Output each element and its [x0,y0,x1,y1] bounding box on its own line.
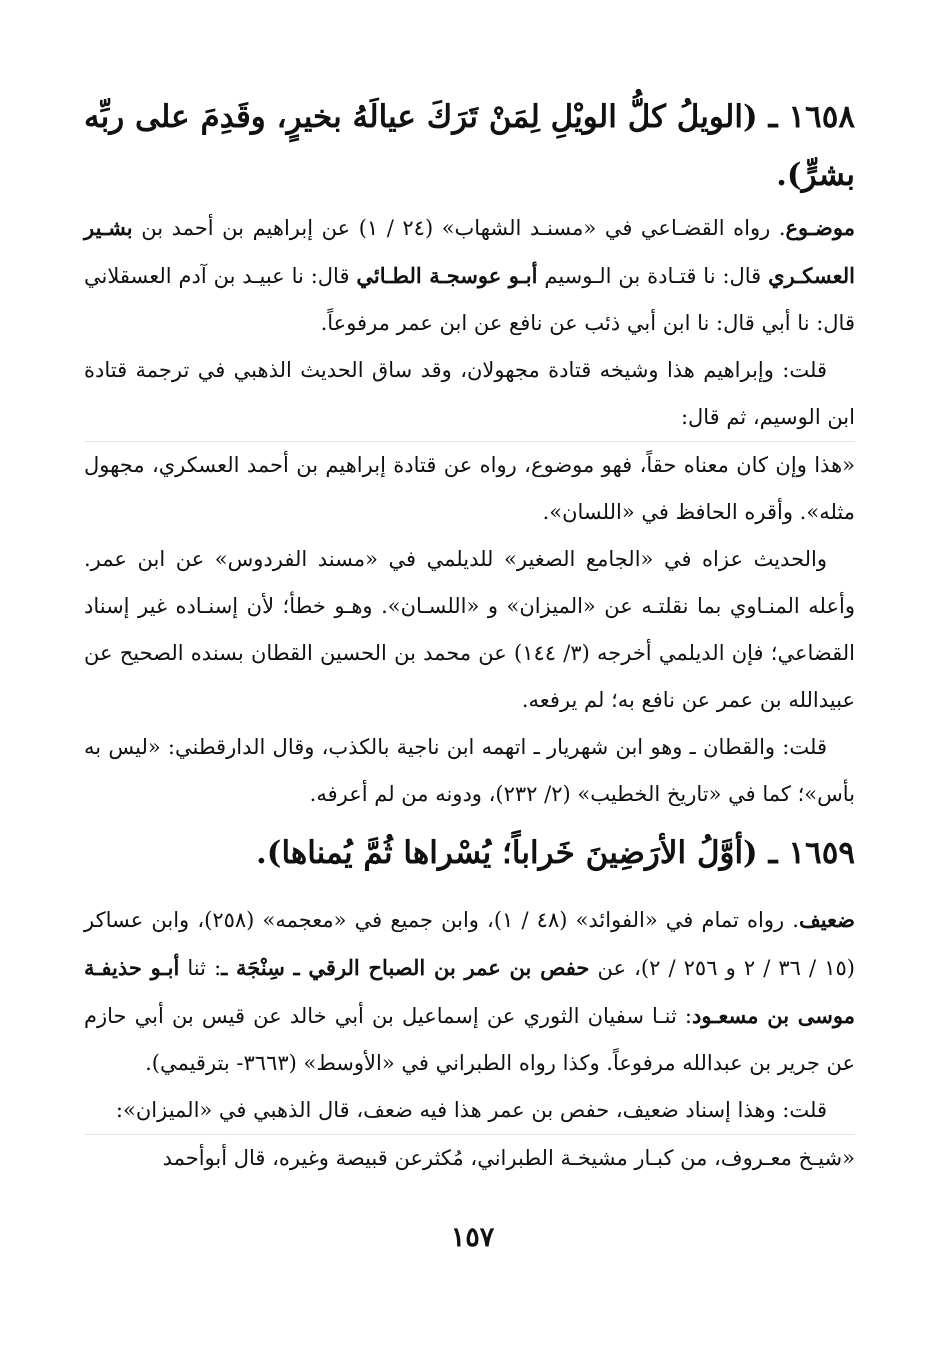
hadith-1658-source-2: قال: نا قتـادة بن الـوسيم [544,264,762,288]
hadith-1658-narrator-2: أبـو عوسجـة الطـائي [356,263,538,288]
hadith-1659-narrator-1: حفص بن عمر بن الصباح الرقي ـ سِنْجَة ـ [221,955,590,980]
hadith-1658-takhrij [84,204,855,347]
hadith-1658-heading: ١٦٥٨ ـ (الويلُ كلُّ الويْلِ لِمَنْ تَرَكَ عيالَهُ بخيرٍ، وقَدِمَ على ربِّه بشرٍّ). [84,99,855,193]
page-number: ١٥٧ [450,1222,495,1253]
hadith-1658-source-1: . رواه القضـاعي في «مسنـد الشهاب» (٢٤ / ١) عن إبراهيم بن أحمد بن [141,216,786,240]
page-body [84,88,855,1182]
hadith-1659-takhrij [84,896,855,1087]
hadith-1658-quote: «هذا وإن كان معناه حقاً، فهو موضوع، رواه عن قتادة إبراهيم بن أحمد العسكري، مجهول مثله». وأقره الحافظ في «اللسان». [84,441,855,536]
hadith-1658-grade: موضـوع [785,215,855,240]
hadith-1658-comment-1: قلت: وإبراهيم هذا وشيخه قتادة مجهولان، وقد ساق الحديث الذهبي في ترجمة قتادة ابن الوسيم، ثم قال: [84,358,855,429]
hadith-1659-heading: ١٦٥٩ ـ (أوَّلُ الأرَضِينَ خَراباً؛ يُسْراها ثُمَّ يُمناها). [255,835,855,871]
hadith-1659-comment-1: قلت: وهذا إسناد ضعيف، حفص بن عمر هذا فيه ضعف، قال الذهبي في «الميزان»: [115,1098,827,1122]
hadith-1658-source-3: قال: نا عبيـد بن آدم العسقلاني قال: نا أبي قال: نا ابن أبي ذئب عن نافع عن ابن عمر مرفوعاً. [84,264,855,335]
hadith-1658-comment-2: والحديث عزاه في «الجامع الصغير» للديلمي في «مسند الفردوس» عن ابن عمر. وأعله المنـاوي بما نقلتـه عن «الميزان» و «اللسـان». وهـو خطأ؛ لأن إسنـاده غير إسناد القضاعي؛ فإن الديلمي أخرجه (٣/ ١٤٤) عن محمد بن الحسين القطان بسنده الصحيح عن عبيدالله بن عمر عن نافع به؛ لم يرفعه. [84,547,855,712]
hadith-1659-quote: «شيـخ معـروف، من كبـار مشيخـة الطبراني، مُكثرعن قبيصة وغيره، قال أبوأحمد [84,1134,855,1182]
hadith-1659-narrator-2: أبـو حذيفـة موسى بن مسعـود [84,955,856,1028]
hadith-1659-source-3: : ثنـا سفيان الثوري عن إسماعيل بن أبي خالد عن قيس بن أبي حازم عن جرير بن عبدالله مرفوعاً. وكذا رواه الطبراني في «الأوسط» (٣٦٦٣- بترقيمي). [84,1004,855,1075]
hadith-1658-comment-3: قلت: والقطان ـ وهو ابن شهريار ـ اتهمه ابن ناجية بالكذب، وقال الدارقطني: «ليس به بأس»؛ كما في «تاريخ الخطيب» (٢/ ٢٣٢)، ودونه من لم أعرفه. [84,735,855,806]
hadith-1658-narrator-1: بشـير العسكـري [84,215,855,288]
hadith-1659-grade: ضعيف [798,907,855,932]
hadith-1659-source-2: : ثنا [187,956,222,980]
hadith-1659-source-1: . رواه تمام في «الفوائد» (٤٨ / ١)، وابن جميع في «معجمه» (٢٥٨)، وابن عساكر (١٥ / ٣٦ / ٢ و ٢٥٦ / ٢)، عن [84,908,855,980]
